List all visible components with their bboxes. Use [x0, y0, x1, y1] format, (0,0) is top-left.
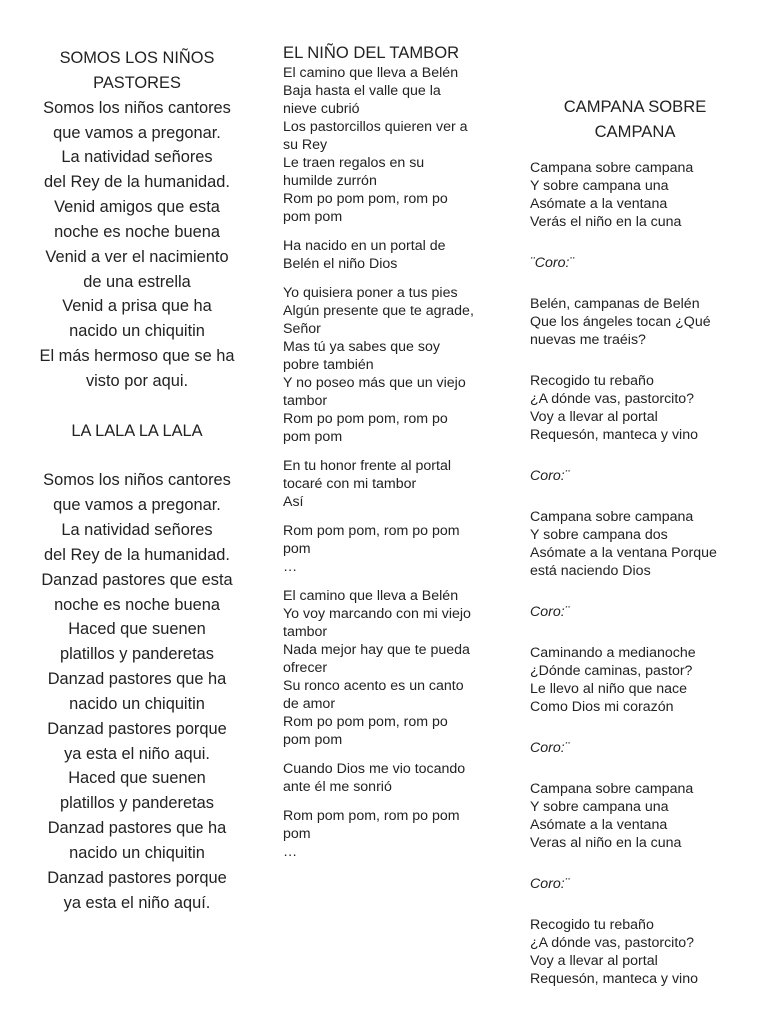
lyric-line: Coro:¨ [530, 876, 570, 892]
lyric-line: tambor [283, 393, 328, 409]
stanza [530, 508, 740, 580]
stanza [530, 372, 740, 444]
stanza [283, 807, 495, 861]
lyric-line: Y sobre campana una [530, 799, 669, 815]
lyric-line: ante él me sonrió [283, 779, 392, 795]
lyric-line: Rom pom pom, rom po pom [283, 808, 460, 824]
lyric-line: Venid amigos que esta [54, 198, 220, 217]
lyric-line: Veras al niño en la cuna [530, 835, 682, 851]
lyric-line: Campana sobre campana [530, 781, 694, 797]
lyric-line: Coro:¨ [530, 468, 570, 484]
lyric-line: Danzad pastores porque [47, 719, 227, 738]
stanza [283, 64, 495, 226]
lyric-line: Asómate a la ventana [530, 196, 668, 212]
stanza [283, 760, 495, 796]
lyric-line: Venid a prisa que ha [62, 297, 212, 316]
lyric-line: Asómate a la ventana Porque [530, 545, 717, 561]
lyric-line: Que los ángeles tocan ¿Qué [530, 314, 711, 330]
lyric-line: que vamos a pregonar. [53, 123, 221, 142]
lyric-line: ¿Dónde caminas, pastor? [530, 663, 693, 679]
song-title [530, 94, 740, 144]
spacer [28, 394, 246, 419]
chorus-marker [530, 739, 740, 757]
title-line: SOMOS LOS NIÑOS [59, 49, 215, 67]
lyric-line: En tu honor frente al portal [283, 458, 451, 474]
lyric-line: visto por aqui. [85, 371, 189, 390]
lyric-line: Y no poseo más que un viejo [283, 375, 466, 391]
stanza [283, 587, 495, 749]
lyric-line: pom [283, 826, 311, 842]
lyric-line: nieve cubrió [283, 101, 360, 117]
lyric-line: Recogido tu rebaño [530, 373, 654, 389]
lyric-line: Y sobre campana una [530, 178, 669, 194]
lyric-line: Belén, campanas de Belén [530, 296, 700, 312]
lyric-line: nacido un chiquitin [69, 694, 205, 713]
lyric-line: El más hermoso que se ha [39, 347, 235, 366]
lyric-line: Rom po pom pom, rom po [283, 191, 448, 207]
lyric-line: Los pastorcillos quieren ver a [283, 119, 468, 135]
lyric-line: Somos los niños cantores [43, 98, 231, 117]
lyric-line: La natividad señores [61, 521, 213, 540]
lyric-line: Danzad pastores que ha [47, 819, 227, 838]
lyric-line: Como Dios mi corazón [530, 699, 674, 715]
lyric-line: tambor [283, 624, 328, 640]
stanza [530, 916, 740, 988]
lyric-line: Campana sobre campana [530, 509, 694, 525]
song-campana-sobre-campana [530, 94, 740, 1011]
lyric-line: platillos y panderetas [60, 794, 214, 813]
lyric-line: Baja hasta el valle que la [283, 83, 441, 99]
lyric-line: Venid a ver el nacimiento [45, 247, 229, 266]
lyric-line: El camino que lleva a Belén [283, 65, 459, 81]
chorus-marker [530, 875, 740, 893]
verse-1 [28, 96, 246, 394]
lyric-line: Rom po pom pom, rom po [283, 411, 448, 427]
lyric-line: su Rey [283, 137, 328, 153]
lyric-line: Mas tú ya sabes que soy [283, 339, 440, 355]
song-somos-los-ninos-pastores [28, 46, 246, 916]
chorus-marker [530, 603, 740, 621]
lyric-line: platillos y panderetas [60, 645, 214, 664]
title-line: CAMPANA [594, 122, 676, 141]
lyric-line: Yo voy marcando con mi viejo [283, 606, 471, 622]
lyric-line: del Rey de la humanidad. [44, 545, 230, 564]
lyric-line: pom pom [283, 429, 343, 445]
lyric-line: está naciendo Dios [530, 563, 651, 579]
spacer [28, 444, 246, 469]
lyric-line: Voy a llevar al portal [530, 409, 658, 425]
lyric-line: Recogido tu rebaño [530, 917, 654, 933]
song-title [28, 46, 246, 96]
stanza [530, 644, 740, 716]
lyric-line: pom pom [283, 209, 343, 225]
lyric-line: ¿A dónde vas, pastorcito? [530, 935, 695, 951]
song-el-nino-del-tambor [283, 42, 495, 861]
lyric-line: nacido un chiquitin [69, 322, 205, 341]
lyric-line: de amor [283, 696, 336, 712]
stanza-list [283, 64, 495, 861]
lyric-line: Coro:¨ [530, 740, 570, 756]
lyric-line: Belén el niño Dios [283, 256, 398, 272]
lyric-line: Le llevo al niño que nace [530, 681, 687, 697]
lyric-line: ya esta el niño aqui. [64, 744, 210, 763]
title-line: CAMPANA SOBRE [563, 97, 707, 116]
lyric-line: Requesón, manteca y vino [530, 427, 698, 443]
verse-2 [28, 468, 246, 915]
lyric-line: Señor [283, 321, 321, 337]
lyric-line: pom [283, 541, 311, 557]
stanza-list [530, 159, 740, 988]
lyric-line: Yo quisiera poner a tus pies [283, 285, 458, 301]
lyric-line: pobre también [283, 357, 374, 373]
lyric-line: del Rey de la humanidad. [44, 173, 230, 192]
lyric-line: Así [283, 494, 304, 510]
chorus-marker [530, 254, 740, 272]
lyric-line: Nada mejor hay que te pueda [283, 642, 470, 658]
lyric-line: noche es noche buena [54, 222, 220, 241]
lyric-line: Rom po pom pom, rom po [283, 714, 448, 730]
lyric-line: Requesón, manteca y vino [530, 971, 698, 987]
lyric-line: Voy a llevar al portal [530, 953, 658, 969]
lyric-line: Haced que suenen [68, 620, 206, 639]
lyric-line: Danzad pastores que ha [47, 670, 227, 689]
lyric-line: ya esta el niño aquí. [63, 893, 211, 912]
lyric-line: Le traen regalos en su [283, 155, 425, 171]
lyric-line: tocaré con mi tambor [283, 476, 417, 492]
lyric-line: Haced que suenen [68, 769, 206, 788]
refrain-heading: LA LALA LA LALA [71, 421, 203, 440]
stanza [283, 237, 495, 273]
stanza [283, 284, 495, 446]
lyric-line: humilde zurrón [283, 173, 377, 189]
lyric-line: Somos los niños cantores [43, 471, 231, 490]
song-title: EL NIÑO DEL TAMBOR [283, 43, 460, 62]
chorus-marker [530, 467, 740, 485]
lyric-line: nuevas me traéis? [530, 332, 646, 348]
lyric-line: Danzad pastores porque [47, 868, 227, 887]
lyric-line: Coro:¨ [530, 604, 570, 620]
lyric-line: Cuando Dios me vio tocando [283, 761, 466, 777]
stanza [283, 457, 495, 511]
lyric-line: … [283, 559, 298, 575]
lyric-line: … [283, 844, 298, 860]
lyric-line: La natividad señores [61, 148, 213, 167]
lyric-line: Y sobre campana dos [530, 527, 668, 543]
lyric-line: pom pom [283, 732, 343, 748]
lyric-line: ¿A dónde vas, pastorcito? [530, 391, 695, 407]
lyric-line: Caminando a medianoche [530, 645, 696, 661]
lyric-line: Danzad pastores que esta [41, 570, 233, 589]
lyric-line: noche es noche buena [54, 595, 220, 614]
lyric-line: que vamos a pregonar. [53, 496, 221, 515]
stanza [530, 159, 740, 231]
lyric-line: Su ronco acento es un canto [283, 678, 464, 694]
lyric-line: Asómate a la ventana [530, 817, 668, 833]
lyric-line: Ha nacido en un portal de [283, 238, 446, 254]
stanza [283, 522, 495, 576]
lyric-line: de una estrella [83, 272, 191, 291]
lyric-line: nacido un chiquitin [69, 844, 205, 862]
lyric-line: Verás el niño en la cuna [530, 214, 682, 230]
lyric-line: ofrecer [283, 660, 328, 676]
lyric-line: Rom pom pom, rom po pom [283, 523, 460, 539]
title-line: PASTORES [93, 73, 181, 92]
lyric-line: Algún presente que te agrade, [283, 303, 474, 319]
lyric-line: Campana sobre campana [530, 160, 694, 176]
stanza [530, 295, 740, 349]
lyric-line: El camino que lleva a Belén [283, 588, 459, 604]
lyric-line: ¨Coro:¨ [530, 255, 575, 271]
stanza [530, 780, 740, 852]
